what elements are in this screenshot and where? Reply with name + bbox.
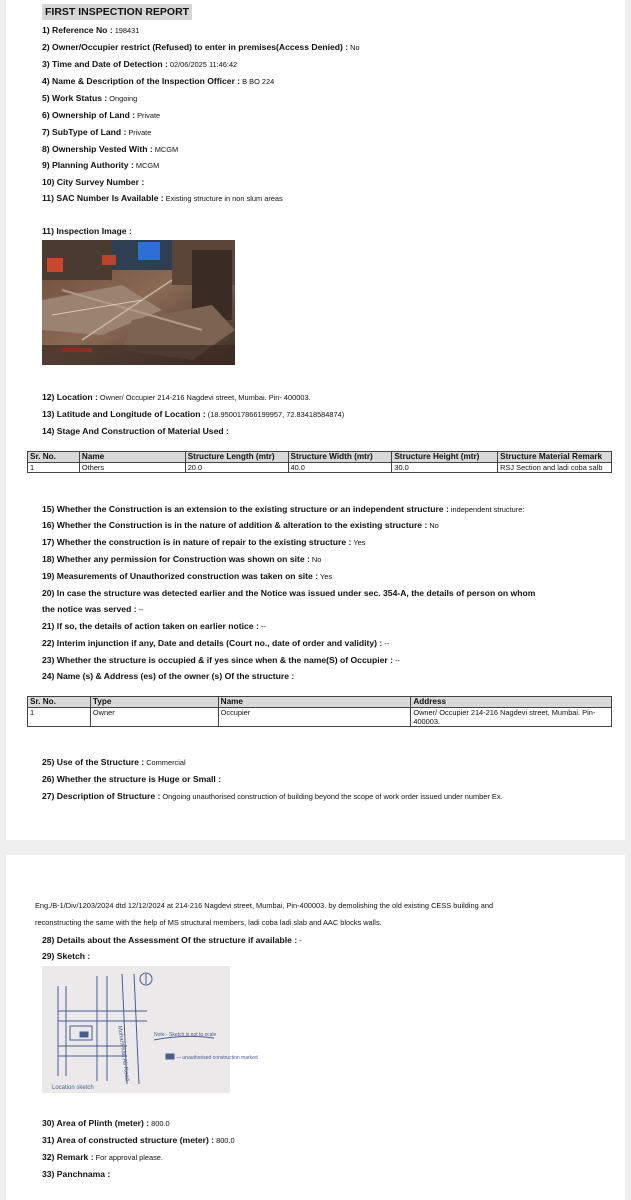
report-page-2	[6, 855, 625, 1200]
field-owner-names: 24) Name (s) & Address (es) of the owner (s) Of the structure :	[42, 671, 295, 681]
sketch-note: Note:- Sketch is not to scale	[154, 1032, 217, 1038]
description-continuation: reconstructing the same with the help of MS structural members, ladi coba ladi slab and AAC blocks walls.	[35, 918, 382, 927]
field-measurements-taken: 19) Measurements of Unauthorized construction was taken on site : Yes	[42, 571, 333, 581]
sketch-legend: — unauthorised construction marked	[176, 1055, 258, 1061]
field-location: 12) Location : Owner/ Occupier 214-216 Nagdevi street, Mumbai. Pin- 400003.	[42, 392, 311, 402]
table-header-cell: Name	[79, 452, 185, 463]
table-cell: 1	[28, 463, 80, 473]
description-continuation: Eng./B-1/Div/1203/2024 dtd 12/12/2024 at 214-216 Nagdevi street, Mumbai, Pin-400003. by demolishing the old existing CESS building and	[35, 901, 494, 910]
table-row	[28, 463, 612, 473]
field-repair: 17) Whether the construction is in nature of repair to the existing structure : Yes	[42, 537, 366, 547]
field-huge-or-small: 26) Whether the structure is Huge or Small :	[42, 774, 222, 784]
report-page-1	[6, 0, 625, 840]
field-constructed-area: 31) Area of constructed structure (meter) : 800.0	[42, 1135, 235, 1145]
field-use-of-structure: 25) Use of the Structure : Commercial	[42, 757, 186, 767]
field-notice-served: the notice was served : --	[42, 604, 144, 614]
table-cell: 20.0	[185, 463, 288, 473]
table-header-cell: Name	[218, 697, 411, 708]
table-header-row	[28, 697, 612, 708]
structure-table	[27, 451, 612, 473]
field-interim-injunction: 22) Interim injunction if any, Date and details (Court no., date of order and validity) : --	[42, 638, 390, 648]
field-ownership-of-land: 6) Ownership of Land : Private	[42, 110, 161, 120]
inspection-image-label: 11) Inspection Image :	[42, 226, 132, 236]
field-sketch: 29) Sketch :	[42, 951, 91, 961]
field-ownership-vested: 8) Ownership Vested With : MCGM	[42, 144, 179, 154]
table-header-cell: Structure Material Remark	[498, 452, 612, 463]
table-cell: Occupier	[218, 708, 411, 727]
table-cell: 40.0	[288, 463, 392, 473]
field-inspection-officer: 4) Name & Description of the Inspection Officer : B BO 224	[42, 76, 275, 86]
field-earlier-notice: 20) In case the structure was detected earlier and the Notice was issued under sec. 354-A, the details of person on whom	[42, 588, 536, 598]
table-header-cell: Structure Height (mtr)	[392, 452, 498, 463]
table-header-cell: Address	[411, 697, 612, 708]
table-header-cell: Sr. No.	[28, 452, 80, 463]
field-permission-shown: 18) Whether any permission for Construction was shown on site : No	[42, 554, 322, 564]
table-cell: 30.0	[392, 463, 498, 473]
field-detection-time: 3) Time and Date of Detection : 02/06/2025 11:46:42	[42, 59, 238, 69]
table-cell: RSJ Section and ladi coba salb	[498, 463, 612, 473]
table-cell: Owner	[90, 708, 218, 727]
field-subtype-of-land: 7) SubType of Land : Private	[42, 127, 152, 137]
field-work-status: 5) Work Status : Ongoing	[42, 93, 138, 103]
table-row	[28, 708, 612, 727]
field-occupied: 23) Whether the structure is occupied & if yes since when & the name(S) of Occupier : --	[42, 655, 400, 665]
field-action-taken: 21) If so, the details of action taken on earlier notice : --	[42, 621, 266, 631]
sketch-caption: Location sketch	[52, 1085, 94, 1091]
inspection-photo	[42, 240, 235, 365]
field-description: 27) Description of Structure : Ongoing unauthorised construction of building beyond the scope of work order issued under number Ex.	[42, 791, 503, 801]
field-addition-alteration: 16) Whether the Construction is in the nature of addition & alteration to the existing structure : No	[42, 520, 439, 530]
table-header-cell: Sr. No.	[28, 697, 91, 708]
field-stage-material: 14) Stage And Construction of Material Used :	[42, 426, 229, 436]
location-sketch	[42, 966, 258, 1093]
table-header-cell: Structure Length (mtr)	[185, 452, 288, 463]
owner-table	[27, 696, 612, 727]
field-lat-long: 13) Latitude and Longitude of Location : (18.950017866199957, 72.83418584874)	[42, 409, 345, 419]
table-header-row	[28, 452, 612, 463]
sketch-street-label: Mohammad Ali Road	[116, 1025, 130, 1082]
table-cell: Others	[79, 463, 185, 473]
field-remark: 32) Remark : For approval please.	[42, 1152, 163, 1162]
field-sac-number: 11) SAC Number Is Available : Existing structure in non slum areas	[42, 193, 283, 203]
table-header-cell: Structure Width (mtr)	[288, 452, 392, 463]
field-city-survey-number: 10) City Survey Number :	[42, 177, 145, 187]
table-cell: Owner/ Occupier 214-216 Nagdevi street, Mumbai. Pin- 400003.	[411, 708, 612, 727]
field-plinth-area: 30) Area of Plinth (meter) : 800.0	[42, 1118, 170, 1128]
field-assessment: 28) Details about the Assessment Of the structure if available : -	[42, 935, 302, 945]
field-panchnama: 33) Panchnama :	[42, 1169, 111, 1179]
table-cell: 1	[28, 708, 91, 727]
table-header-cell: Type	[90, 697, 218, 708]
field-extension-or-independent: 15) Whether the Construction is an extension to the existing structure or an independent structure : independent structure:	[42, 504, 525, 514]
field-planning-authority: 9) Planning Authority : MCGM	[42, 160, 160, 170]
field-access-denied: 2) Owner/Occupier restrict (Refused) to enter in premises(Access Denied) : No	[42, 42, 360, 52]
report-title: FIRST INSPECTION REPORT	[42, 4, 192, 20]
field-reference-no: 1) Reference No : 198431	[42, 25, 140, 35]
